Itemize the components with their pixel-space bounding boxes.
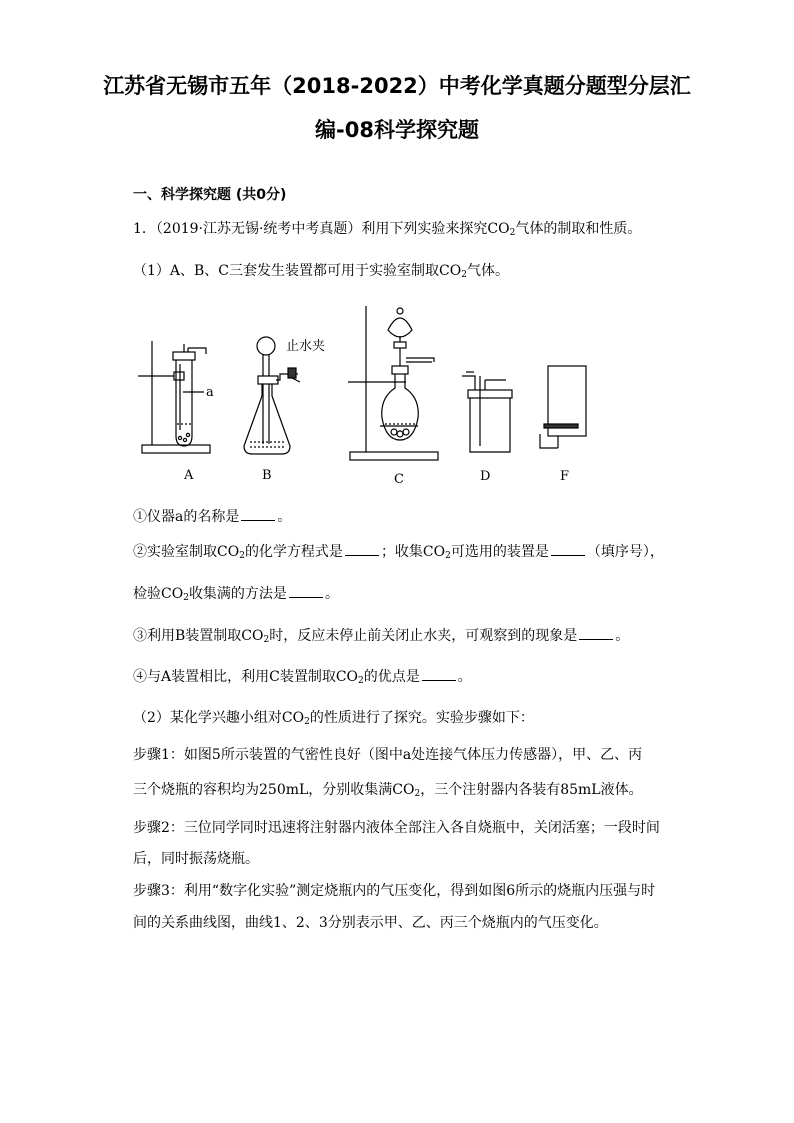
sub-question-1: ①仪器a的名称是 。 — [133, 509, 292, 525]
label-apparatus-f: F — [560, 469, 570, 484]
apparatus-a — [138, 341, 210, 453]
title-line-2: 编-08科学探究题 — [315, 118, 479, 142]
apparatus-figure — [130, 296, 590, 496]
step1-line-1: 步骤1：如图5所示装置的气密性良好（图中a处连接气体压力传感器），甲、乙、丙 — [133, 747, 643, 763]
title-line-1: 江苏省无锡市五年（2018-2022）中考化学真题分题型分层汇 — [103, 74, 691, 98]
answer-blank[interactable] — [345, 543, 379, 556]
label-clamp: 止水夹 — [286, 339, 326, 354]
label-apparatus-a: A — [184, 468, 194, 483]
answer-blank[interactable] — [551, 543, 585, 556]
part2-text: （2）某化学兴趣小组对$CO_2$的性质进行了探究。实验步骤如下： — [133, 710, 534, 727]
label-apparatus-b: B — [262, 468, 272, 483]
label-apparatus-d: D — [480, 469, 491, 484]
step3-line-2: 间的关系曲线图，曲线1、2、3分别表示甲、乙、丙三个烧瓶内的气压变化。 — [133, 915, 608, 931]
step2-line-1: 步骤2：三位同学同时迅速将注射器内液体全部注入各自烧瓶中，关闭活塞；一段时间 — [133, 820, 660, 836]
apparatus-f — [540, 366, 586, 448]
apparatus-b — [244, 337, 300, 454]
question-intro: 1．（2019·江苏无锡·统考中考真题）利用下列实验来探究$CO_2$气体的制取和性质。 — [133, 221, 642, 238]
answer-blank[interactable] — [579, 627, 613, 640]
section-heading: 一、科学探究题 (共0分) — [133, 187, 287, 203]
answer-blank[interactable] — [241, 508, 275, 521]
answer-blank[interactable] — [289, 585, 323, 598]
sub-question-2-line-2: 检验$CO_2$收集满的方法是 。 — [133, 586, 339, 603]
part1-text: （1）A、B、C三套发生装置都可用于实验室制取$CO_2$气体。 — [133, 263, 509, 280]
sub-question-3: ③利用B装置制取$CO_2$时，反应未停止前关闭止水夹，可观察到的现象是 。 — [133, 628, 630, 645]
label-a: a — [206, 385, 214, 400]
step3-line-1: 步骤3：利用“数字化实验”测定烧瓶内的气压变化，得到如图6所示的烧瓶内压强与时 — [133, 883, 656, 899]
label-apparatus-c: C — [394, 472, 404, 487]
answer-blank[interactable] — [422, 668, 456, 681]
apparatus-c — [348, 306, 438, 460]
sub-question-4: ④与A装置相比，利用C装置制取$CO_2$的优点是 。 — [133, 669, 472, 686]
step2-line-2: 后，同时振荡烧瓶。 — [133, 851, 259, 867]
step1-line-2: 三个烧瓶的容积均为250mL，分别收集满$CO_2$，三个注射器内各装有85mL液体。 — [133, 782, 643, 799]
sub-question-2: ②实验室制取$CO_2$的化学方程式是 ；收集$CO_2$可选用的装置是 （填序号）， — [133, 544, 664, 561]
apparatus-d — [462, 372, 512, 452]
